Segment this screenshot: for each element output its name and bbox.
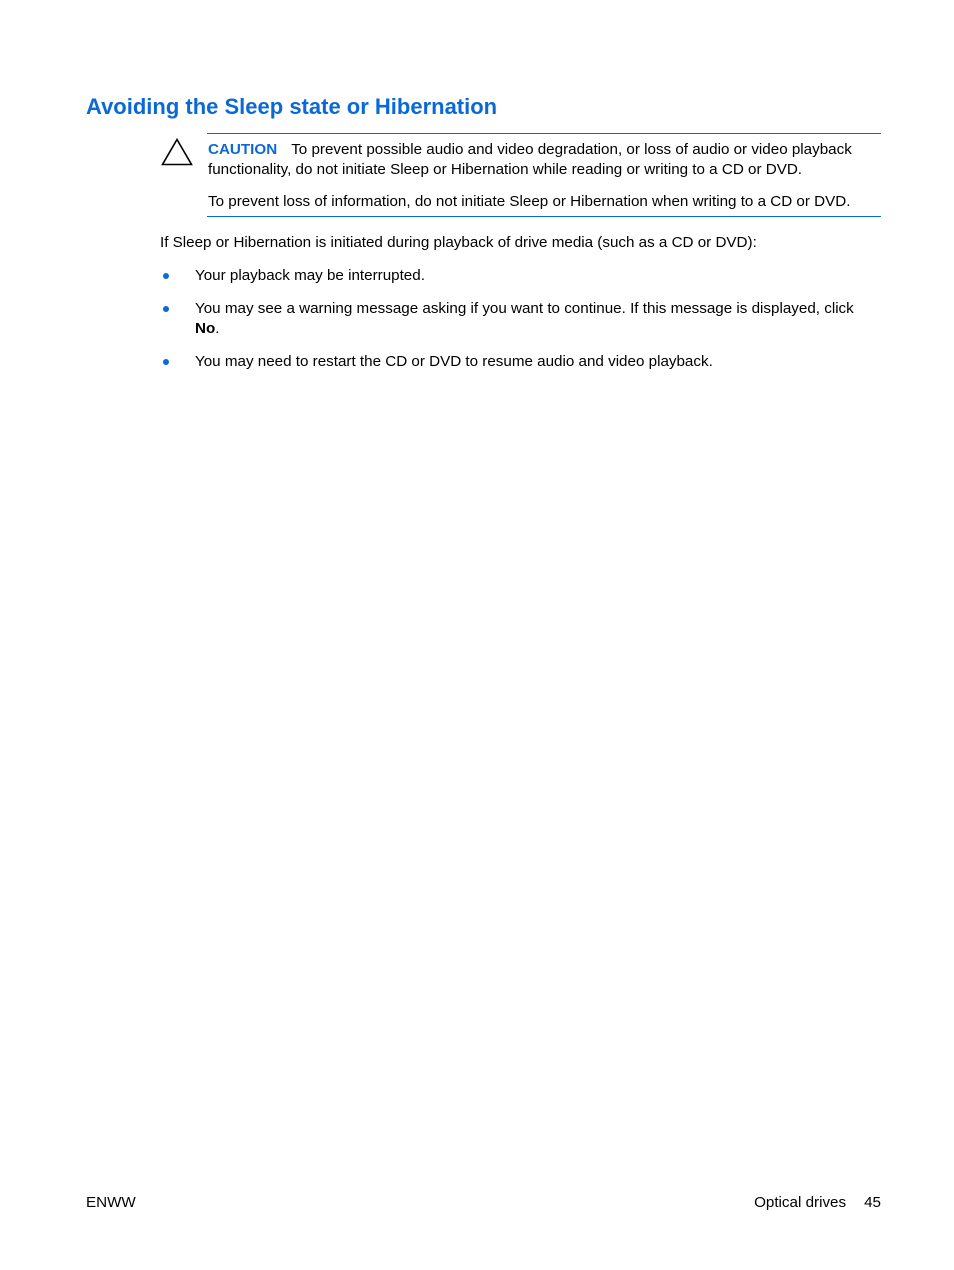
caution-label: CAUTION <box>208 141 278 158</box>
bullet-list <box>160 266 880 385</box>
list-item <box>160 352 880 372</box>
bullet-dot-icon <box>163 359 169 365</box>
list-item-bold-text: No <box>195 319 216 337</box>
section-heading: Avoiding the Sleep state or Hibernation <box>86 94 498 119</box>
caution-paragraph-2: To prevent loss of information, do not initiate Sleep or Hibernation when writing to a CD or DVD. <box>208 193 851 210</box>
caution-text-1: To prevent possible audio and video degradation, or loss of audio or video playback functionality, do not initiate Sleep or Hibernation while reading or writing to a CD or DVD. <box>208 141 852 178</box>
list-item-text: You may see a warning message asking if you want to continue. If this message is displayed, click <box>195 300 854 317</box>
list-item <box>160 299 880 338</box>
list-item-trailing-text: . <box>215 319 220 337</box>
list-item <box>160 266 880 286</box>
footer-section-name: Optical drives <box>754 1194 847 1211</box>
bullet-dot-icon <box>163 306 169 312</box>
caution-note <box>207 133 881 217</box>
page-number: 45 <box>864 1194 881 1211</box>
list-item-text: You may need to restart the CD or DVD to resume audio and video playback. <box>195 352 713 370</box>
bullet-dot-icon <box>163 273 169 279</box>
footer-right <box>754 1193 881 1212</box>
list-item-text: Your playback may be interrupted. <box>195 267 425 284</box>
caution-paragraph-1 <box>208 140 882 179</box>
intro-paragraph: If Sleep or Hibernation is initiated during playback of drive media (such as a CD or DVD): <box>160 234 757 251</box>
warning-triangle-icon <box>161 138 193 166</box>
footer-left-label: ENWW <box>86 1194 136 1211</box>
